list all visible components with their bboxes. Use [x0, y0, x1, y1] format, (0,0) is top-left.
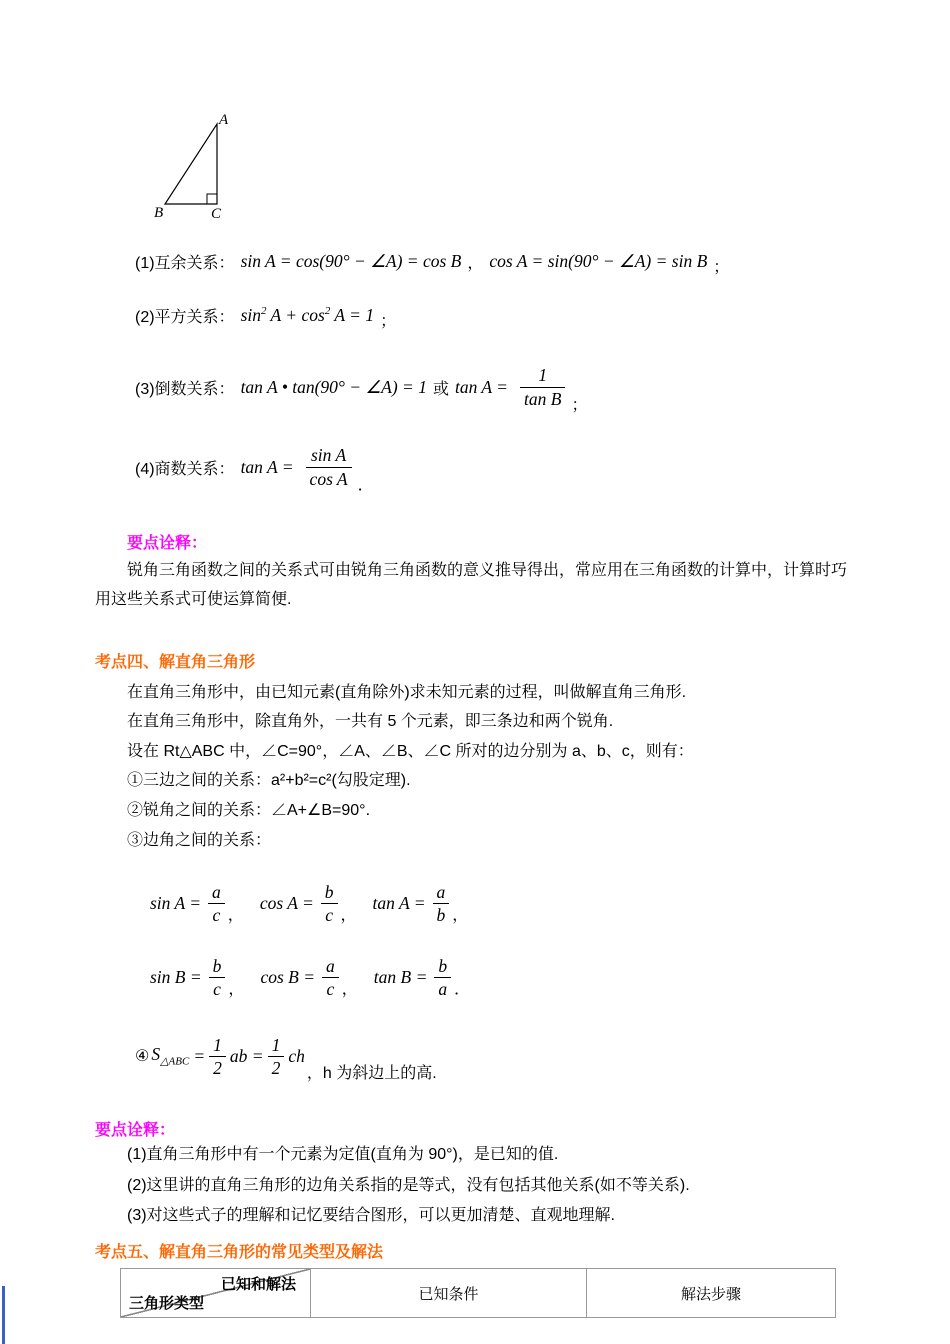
- right-angle-mark: [207, 194, 217, 204]
- formula: tan B =: [373, 966, 428, 987]
- paragraph: ①三边之间的关系：a²+b²=c²(勾股定理).: [127, 772, 411, 790]
- punctuation: ；: [713, 259, 730, 276]
- fraction: $\frac{b}{c}$: [321, 882, 338, 925]
- key-note-1: [95, 530, 860, 615]
- vertex-c-label: C: [211, 206, 222, 220]
- punctuation: ；: [571, 397, 588, 414]
- solution-steps-header: 解法步骤: [680, 1285, 741, 1303]
- relation-label: (3)倒数关系：: [135, 380, 235, 398]
- separator: ，: [467, 254, 484, 272]
- paragraph: ③边角之间的关系：: [127, 831, 272, 849]
- punctuation: ．: [357, 477, 374, 494]
- formula: cos A =: [259, 892, 314, 913]
- formula: sin A =: [150, 892, 202, 913]
- formula: tan A =: [240, 456, 294, 477]
- fraction: $\frac{\text{sin A}}{\text{cos A}}$: [306, 445, 352, 488]
- key-note-title: 要点诠释：: [127, 535, 208, 552]
- triangle-types-table: [120, 1268, 836, 1318]
- trig-ratio: [150, 956, 244, 999]
- relation-pythagorean: [135, 300, 860, 330]
- relation-quotient: [135, 440, 860, 494]
- trig-ratios-row-2: [150, 951, 860, 1003]
- relation-reciprocal: [135, 360, 860, 414]
- relation-label: (2)平方关系：: [135, 308, 235, 326]
- formula: $\sin^2 A + \cos^2 A = 1$: [240, 304, 375, 325]
- formula: tan A =: [372, 892, 426, 913]
- paragraph: 在直角三角形中，由已知元素(直角除外)求未知元素的过程，叫做解直角三角形.: [127, 683, 687, 701]
- right-triangle-figure: [153, 112, 860, 220]
- equals-sign: =: [193, 1045, 206, 1066]
- paragraph: 在直角三角形中，除直角外，一共有 5 个元素，即三条边和两个锐角.: [127, 713, 614, 731]
- punctuation: ，: [228, 981, 245, 999]
- formula: cos A = sin(90° − ∠A) = sin B: [489, 250, 708, 271]
- fraction: $\frac{1}{2}$: [268, 1035, 285, 1078]
- punctuation: ，: [227, 907, 244, 925]
- vertex-b-label: B: [154, 205, 164, 220]
- section-4-title: 考点四、解直角三角形: [95, 653, 256, 671]
- note-item: (3)对这些式子的理解和记忆要结合图形，可以更加清楚、直观地理解.: [127, 1206, 616, 1224]
- key-note-title: 要点诠释：: [95, 1122, 176, 1140]
- fraction: $\frac{a}{c}$: [208, 882, 225, 925]
- diagonal-header-cell: [121, 1269, 311, 1317]
- or-word: 或: [433, 380, 450, 398]
- section-5-title: 考点五、解直角三角形的常见类型及解法: [95, 1244, 384, 1262]
- triangle-outline: [165, 124, 217, 204]
- item-number: ④: [135, 1048, 150, 1066]
- punctuation: ，: [341, 981, 358, 999]
- relation-label: (4)商数关系：: [135, 460, 235, 478]
- key-note-body: 锐角三角函数之间的关系式可由锐角三角函数的意义推导得出，常应用在三角函数的计算中，计算时巧用这些关系式可使运算简便.: [95, 562, 848, 608]
- formula-note: ，h 为斜边上的高.: [306, 1064, 437, 1082]
- fraction: $\frac{b}{a}$: [434, 956, 451, 999]
- trig-ratio: [373, 882, 469, 925]
- trig-ratio: [260, 882, 357, 925]
- left-margin-mark: [2, 1286, 5, 1344]
- area-formula: [135, 1029, 860, 1083]
- vertex-a-label: A: [219, 112, 229, 128]
- key-note-2: [95, 1117, 860, 1231]
- diag-top-label: 已知和解法: [220, 1276, 296, 1294]
- fraction: $\frac{a}{c}$: [322, 956, 339, 999]
- fraction: $\frac{1}{2}$: [209, 1035, 226, 1078]
- trig-ratio: [374, 956, 470, 999]
- formula: sin A = cos(90° − ∠A) = cos B: [240, 250, 462, 271]
- formula: sin B =: [150, 966, 202, 987]
- section-4: [95, 649, 860, 856]
- note-item: (2)这里讲的直角三角形的边角关系指的是等式，没有包括其他关系(如不等关系).: [127, 1176, 690, 1194]
- trig-ratio: [150, 882, 244, 925]
- trig-ratio: [260, 956, 357, 999]
- formula: ch: [288, 1045, 305, 1066]
- punctuation: ；: [380, 313, 397, 330]
- paragraph: 设在 Rt△ABC 中，∠C=90°，∠A、∠B、∠C 所对的边分别为 a、b、c，则有：: [127, 742, 694, 760]
- fraction: $\frac{a}{b}$: [433, 882, 450, 925]
- punctuation: ，: [452, 907, 469, 925]
- punctuation: ，: [340, 907, 357, 925]
- known-conditions-header: 已知条件: [311, 1269, 587, 1317]
- diag-bottom-label: 三角形类型: [129, 1295, 205, 1313]
- formula: $S_{\triangle ABC}$: [151, 1044, 190, 1068]
- fraction: $\frac{b}{c}$: [209, 956, 226, 999]
- triangle-svg: [153, 112, 243, 220]
- formula: ab =: [229, 1045, 264, 1066]
- fraction: $\frac{1}{\text{tan B}}$: [520, 365, 565, 408]
- relation-label: (1)互余关系：: [135, 254, 235, 272]
- trig-ratios-row-1: [150, 877, 860, 929]
- paragraph: ②锐角之间的关系：∠A+∠B=90°.: [127, 801, 371, 819]
- punctuation: ．: [454, 981, 471, 999]
- formula: cos B =: [260, 966, 316, 987]
- relation-cofunction: [135, 246, 860, 276]
- note-item: (1)直角三角形中有一个元素为定值(直角为 90°)，是已知的值.: [127, 1146, 559, 1164]
- formula: tan A • tan(90° − ∠A) = 1: [240, 376, 427, 397]
- formula: tan A =: [455, 376, 508, 397]
